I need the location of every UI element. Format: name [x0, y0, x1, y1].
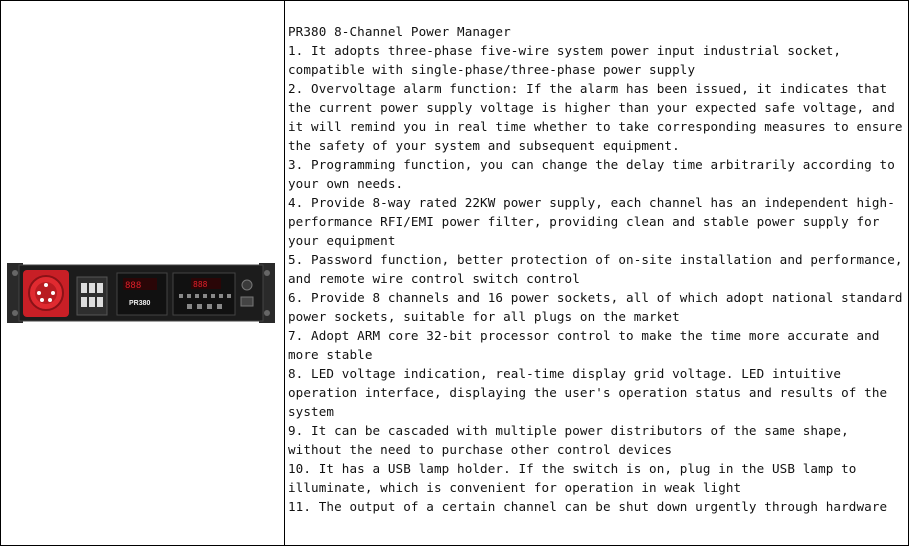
product-image-cell: [1, 1, 284, 545]
feature-item: 1. It adopts three-phase five-wire system power input industrial socket, compatible with single-phase/three-phase power supply: [288, 43, 842, 77]
feature-item: 7. Adopt ARM core 32-bit processor control to make the time more accurate and more stable: [288, 328, 880, 362]
usb-lamp-port: [242, 280, 252, 290]
feature-item: 5. Password function, better protection of on-site installation and performance, and remote wire control switch control: [288, 252, 903, 286]
power-manager-device-image: [1, 1, 284, 545]
panel-model-label: PR380: [129, 300, 151, 307]
column-divider: [284, 1, 285, 545]
feature-item: 6. Provide 8 channels and 16 power sockets, all of which adopt national standard power sockets, suitable for all plugs on the market: [288, 290, 903, 324]
network-port: [241, 297, 253, 306]
svg-text:888: 888: [125, 281, 142, 291]
svg-text:888: 888: [193, 280, 208, 289]
description-cell: [288, 22, 906, 542]
circuit-breakers: [77, 277, 107, 315]
feature-item: 3. Programming function, you can change the delay time arbitrarily according to your own needs.: [288, 157, 895, 191]
feature-item: 2. Overvoltage alarm function: If the alarm has been issued, it indicates that the current power supply voltage is higher than your expected safe voltage, and it will remind you in real time whether to take corresponding measures to ensure the safety of your system and subsequent equipment.: [288, 81, 903, 153]
product-title: PR380 8-Channel Power Manager: [288, 24, 511, 39]
feature-item: 4. Provide 8-way rated 22KW power supply, each channel has an independent high-performance RFI/EMI power filter, providing clean and stable power supply for your equipment: [288, 195, 895, 248]
feature-item: 8. LED voltage indication, real-time display grid voltage. LED intuitive operation interface, displaying the user's operation status and results of the system: [288, 366, 888, 419]
feature-item: 9. It can be cascaded with multiple power distributors of the same shape, without the need to purchase other control devices: [288, 423, 849, 457]
feature-item: 10. It has a USB lamp holder. If the switch is on, plug in the USB lamp to illuminate, which is convenient for operation in weak light: [288, 461, 857, 495]
feature-item: 11. The output of a certain channel can be shut down urgently through hardware: [288, 499, 888, 514]
